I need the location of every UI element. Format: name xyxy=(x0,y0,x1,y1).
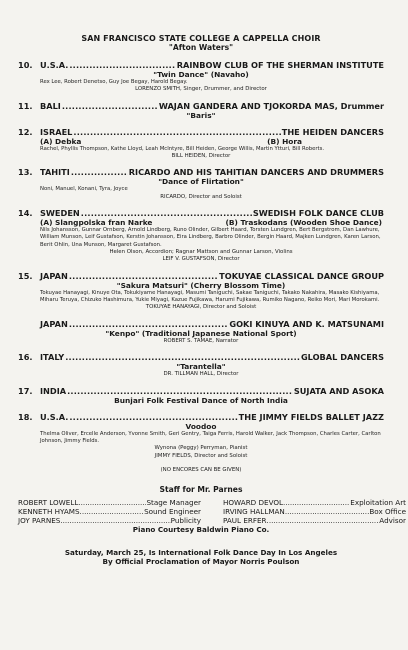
entry-group: RICARDO AND HIS TAHITIAN DANCERS AND DRUMMERS xyxy=(128,167,384,178)
leader-dots xyxy=(73,127,280,137)
entry-number: 14. xyxy=(18,208,33,219)
entry-number: 15. xyxy=(18,270,33,281)
entry-country: ISRAEL xyxy=(40,126,73,137)
leader-dots xyxy=(283,498,350,507)
entry-17 xyxy=(18,386,384,405)
staff-role: Exploitation Art xyxy=(350,497,406,507)
staff-role: Publicity xyxy=(170,515,201,525)
leader-dots xyxy=(69,412,237,422)
entry-14 xyxy=(18,208,384,264)
staff-role: Stage Manager xyxy=(146,497,201,507)
footer-line-2: By Official Proclamation of Mayor Norris Poulson xyxy=(102,556,300,566)
entry-group: RAINBOW CLUB OF THE SHERMAN INSTITUTE xyxy=(176,60,384,70)
director-credit: LORENZO SMITH, Singer, Drummer, and Director xyxy=(135,86,267,93)
choir-song: "Afton Waters" xyxy=(168,43,234,52)
entry-18 xyxy=(18,412,384,460)
performer-names: Rex Lee, Robert Denetso, Guy Joe Begay, Harold Begay. xyxy=(40,79,188,85)
entry-group: WAJAN GANDERA AND TJOKORDA MAS, Drummer xyxy=(158,100,384,111)
dance-title: "Tarantella" xyxy=(176,362,226,372)
leader-dots xyxy=(69,319,229,329)
performer-names: Noni, Manuel, Konani, Tyra, Joyce xyxy=(40,186,128,193)
dance-title: "Sakura Matsuri" (Cherry Blossom Time) xyxy=(116,280,286,290)
entry-country: ITALY xyxy=(40,352,65,363)
leader-dots xyxy=(71,167,128,177)
entry-group: THE HEIDEN DANCERS xyxy=(281,126,384,137)
entry-number: 11. xyxy=(18,100,33,111)
dance-b: (B) Traskodans (Wooden Shoe Dance) xyxy=(225,218,382,228)
director-credit: TOKUYAE HANAYAGI, Director and Soloist xyxy=(145,304,257,311)
entry-13 xyxy=(18,167,384,201)
dance-a: (A) Debka xyxy=(40,136,82,146)
leader-dots xyxy=(69,271,218,281)
footer-line-1: Saturday, March 25, Is International Folk Dance Day In Los Angeles xyxy=(64,547,338,557)
dance-a: (A) Slangpolska fran Narke xyxy=(40,218,153,228)
footer xyxy=(18,548,384,566)
entry-number: 17. xyxy=(18,385,33,396)
entry-country: BALI xyxy=(40,100,61,111)
staff-name: ROBERT LOWELL xyxy=(18,497,79,507)
staff-name: PAUL ERFER xyxy=(223,515,267,525)
entry-15 xyxy=(18,271,384,312)
performer-names: Thelma Oliver, Ercelle Anderson, Yvonne Smith, Geri Gentry, Taiga Ferris, Harold Walker, Jack Thompson, Charles Carter, Carlton Johnson, Jimmy Fields. xyxy=(40,430,381,444)
director-credit: JIMMY FIELDS, Director and Soloist xyxy=(154,452,248,459)
dance-title: Bunjari Folk Festival Dance of North India xyxy=(114,395,288,405)
staff-name: KENNETH HYAMS xyxy=(18,506,80,516)
entry-country: TAHITI xyxy=(40,167,70,178)
staff-role: Box Office xyxy=(369,506,406,516)
entry-country: INDIA xyxy=(40,385,67,396)
dance-title: "Twin Dance" (Navaho) xyxy=(153,70,249,79)
narrator-credit: ROBERT S. TAMAE, Narrator xyxy=(163,337,239,344)
entry-number: 10. xyxy=(18,60,33,70)
director-credit: RICARDO, Director and Soloist xyxy=(160,193,242,200)
staff-title: Staff for Mr. Parnes xyxy=(159,484,243,494)
staff-name: IRVING HALLMAN xyxy=(223,506,285,516)
dance-b: (B) Hora xyxy=(267,136,302,146)
performer-names: Nils Johansson, Gunnar Ornberg, Arnold Lindberg, Runo Olinder, Gilbert Haard, Torsten Lundgren, Bert Bergstrom, Dan Lawhure, William Munson, Leif Gustafson, Kerstin Johansson, Eira Lindberg, Barbro Olinder, Bergin Haard, Majken Lundgren, Karen Larson, Berit Ohlin, Una Munson, Margaret Gustafson. xyxy=(40,227,381,248)
dance-title: "Kenpo" (Traditional Japanese National Sport) xyxy=(105,328,297,338)
pianist-credit: Wynona (Peggy) Perryman, Pianist xyxy=(154,445,248,452)
choir-heading: SAN FRANCISCO STATE COLLEGE A CAPPELLA CHOIR xyxy=(81,34,321,43)
entry-country: SWEDEN xyxy=(40,208,80,219)
entry-11 xyxy=(18,101,384,120)
leader-dots xyxy=(267,516,380,525)
performer-names: Rachel, Phyllis Thompson, Kathe Lloyd, Leah McIntyre, Bill Heiden, George Willis, Martin Ytturi, Bill Roberts. xyxy=(40,145,325,152)
piano-credit: Piano Courtesy Baldwin Piano Co. xyxy=(132,524,270,534)
dance-title: Voodoo xyxy=(185,421,217,431)
entry-group: TOKUYAE CLASSICAL DANCE GROUP xyxy=(219,270,384,281)
leader-dots xyxy=(285,507,370,516)
entry-group: SUJATA AND ASOKA xyxy=(293,385,384,396)
leader-dots xyxy=(62,101,158,111)
staff-role: Sound Engineer xyxy=(144,506,201,516)
staff-row xyxy=(18,506,406,516)
performer-names: Tokuyae Hanayagi, Kinuye Ota, Tokukiyame Hanayagi, Masumi Taniguchi, Sakae Taniguchi, Takako Nakahira, Masako Kishiyama, Miharu Teruya, Chizuko Hashimura, Yukie Miyagi, Kazue Fujikawa, Harumi Fujikawa, Rumiko Nagano, Reiko Mori, Mari Morokami. xyxy=(40,289,380,303)
entry-group: SWEDISH FOLK DANCE CLUB xyxy=(252,208,384,219)
staff-name: HOWARD DEVOL xyxy=(223,497,284,507)
entry-number: 13. xyxy=(18,167,33,178)
no-encores-note: (NO ENCORES CAN BE GIVEN) xyxy=(160,467,242,474)
leader-dots xyxy=(65,352,300,362)
entry-group: GOKI KINUYA AND K. MATSUNAMI xyxy=(229,318,384,329)
entry-12 xyxy=(18,127,384,161)
entry-group: THE JIMMY FIELDS BALLET JAZZ xyxy=(238,411,384,422)
leader-dots xyxy=(69,60,175,70)
entry-16 xyxy=(18,352,384,379)
leader-dots xyxy=(80,507,145,516)
entry-group: GLOBAL DANCERS xyxy=(300,352,384,363)
musicians-credit: Helen Olson, Accordion; Ragnar Mattson and Gunnar Larson, Violins xyxy=(109,248,293,255)
entry-number: 12. xyxy=(18,126,33,137)
dance-title: "Baris" xyxy=(186,110,216,120)
leader-dots xyxy=(81,208,252,218)
director-credit: DR. TILLMAN HALL, Director xyxy=(163,371,239,378)
staff-name: JOY PARNES xyxy=(18,515,61,525)
entry-country: U.S.A. xyxy=(40,411,69,422)
staff-role: Advisor xyxy=(379,515,406,525)
entry-number: 18. xyxy=(18,411,33,422)
entry-number: 16. xyxy=(18,352,33,363)
director-credit: BILL HEIDEN, Director xyxy=(171,152,231,159)
director-credit: LEIF V. GUSTAFSON, Director xyxy=(162,256,240,263)
entry-10 xyxy=(18,60,384,94)
staff-row xyxy=(18,497,406,507)
dance-title: "Dance of Flirtation" xyxy=(158,177,244,187)
leader-dots xyxy=(60,516,170,525)
leader-dots xyxy=(78,498,146,507)
entry-country: U.S.A. xyxy=(40,60,69,70)
entry-country: JAPAN xyxy=(40,270,68,281)
leader-dots xyxy=(67,386,293,396)
entry-15b xyxy=(18,319,384,346)
staff-row xyxy=(18,515,406,525)
entry-country: JAPAN xyxy=(40,318,68,329)
